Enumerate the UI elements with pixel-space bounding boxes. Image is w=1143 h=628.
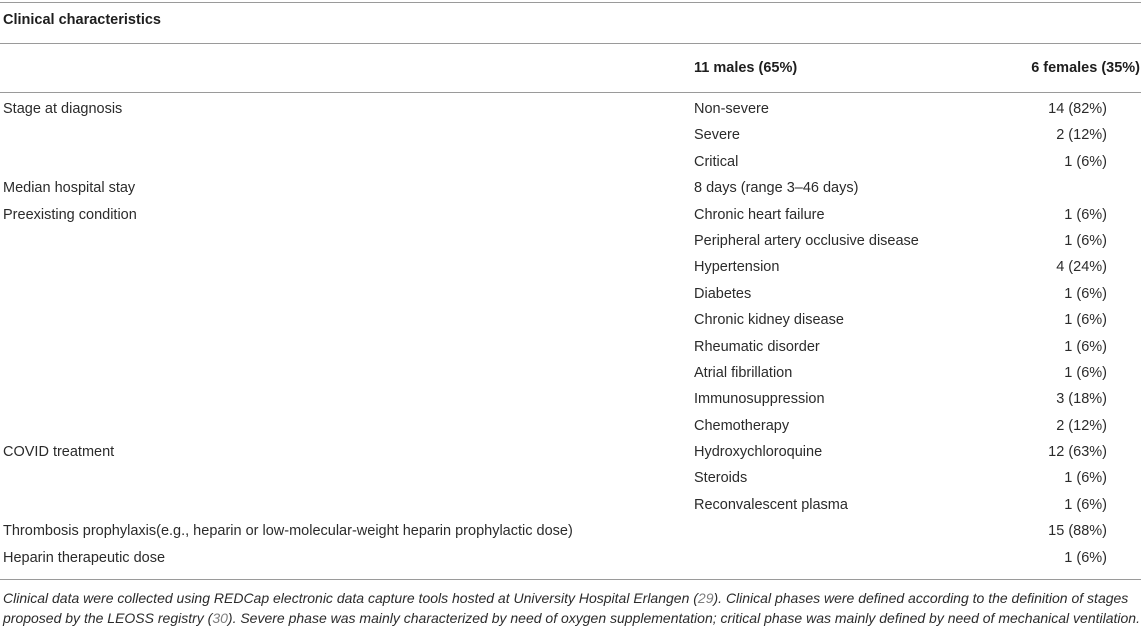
row-count: 1 (6%): [1064, 549, 1107, 566]
table-row: [0, 149, 1143, 175]
title-rule: [0, 43, 1141, 44]
row-count: 2 (12%): [1056, 417, 1107, 434]
footnote-reference-30[interactable]: 30: [212, 610, 228, 626]
table-row: [0, 492, 1143, 518]
row-category: Chronic kidney disease: [694, 312, 844, 329]
row-count: 3 (18%): [1056, 391, 1107, 408]
table-row: [0, 96, 1143, 122]
row-label: Preexisting condition: [3, 206, 137, 223]
column-header-males: 11 males (65%): [694, 60, 798, 76]
row-category: Diabetes: [694, 285, 752, 302]
row-count: 1 (6%): [1064, 470, 1107, 487]
row-category: Severe: [694, 127, 740, 144]
row-category: 8 days (range 3–46 days): [694, 180, 859, 197]
table-row: [0, 175, 1143, 201]
table-row: [0, 413, 1143, 439]
row-count: 4 (24%): [1056, 259, 1107, 276]
table-row: [0, 307, 1143, 333]
table-row: [0, 122, 1143, 148]
row-count: 1 (6%): [1064, 232, 1107, 249]
table-footnote: [3, 588, 1141, 628]
row-category: Chemotherapy: [694, 417, 790, 434]
row-count: 1 (6%): [1064, 364, 1107, 381]
footnote-text-3: ). Severe phase was mainly characterized by need of oxygen supplementation; critical phase was mainly defined by need of mechanical ventilation.: [227, 610, 1140, 626]
row-category: Non-severe: [694, 101, 769, 117]
column-header-females: 6 females (35%): [1031, 60, 1140, 76]
table-row: [0, 439, 1143, 465]
table-bottom-rule: [0, 579, 1141, 580]
row-category: Peripheral artery occlusive disease: [694, 232, 919, 249]
row-category: Immunosuppression: [694, 391, 825, 408]
row-label: Thrombosis prophylaxis(e.g., heparin or low-molecular-weight heparin prophylactic dose): [3, 523, 573, 540]
row-count: 15 (88%): [1048, 523, 1107, 540]
row-count: 1 (6%): [1064, 206, 1107, 223]
table-body: [0, 96, 1143, 571]
table-row: [0, 202, 1143, 228]
row-category: Reconvalescent plasma: [694, 496, 848, 513]
row-count: 1 (6%): [1064, 312, 1107, 329]
row-count: 1 (6%): [1064, 338, 1107, 355]
header-rule: [0, 92, 1141, 93]
row-label: Stage at diagnosis: [3, 101, 123, 117]
row-category: Chronic heart failure: [694, 206, 825, 223]
row-count: 14 (82%): [1048, 101, 1107, 117]
footnote-text-1: Clinical data were collected using REDCap electronic data capture tools hosted at University Hospital Erlangen (: [3, 590, 698, 606]
row-count: 12 (63%): [1048, 444, 1107, 461]
table-row: [0, 465, 1143, 491]
table-title: Clinical characteristics: [3, 12, 161, 28]
table-row: [0, 386, 1143, 412]
row-label: Median hospital stay: [3, 180, 136, 197]
footnote-reference-29[interactable]: 29: [697, 590, 714, 606]
row-category: Hypertension: [694, 259, 780, 276]
table-row: [0, 334, 1143, 360]
row-category: Critical: [694, 153, 739, 170]
row-category: Atrial fibrillation: [694, 364, 793, 381]
row-category: Hydroxychloroquine: [694, 444, 823, 461]
table-row: [0, 518, 1143, 544]
table-row: [0, 254, 1143, 280]
table-row: [0, 545, 1143, 571]
row-count: 1 (6%): [1064, 285, 1107, 302]
row-count: 1 (6%): [1064, 153, 1107, 170]
table-top-rule: [0, 2, 1141, 3]
row-label: Heparin therapeutic dose: [3, 549, 166, 566]
row-category: Rheumatic disorder: [694, 338, 820, 355]
table-row: [0, 281, 1143, 307]
table-row: [0, 228, 1143, 254]
row-count: 1 (6%): [1064, 496, 1107, 513]
footnote-text-2: ). Clinical phases were defined according to the definition of stages proposed by the LEOSS registry (: [3, 590, 1129, 626]
row-count: 2 (12%): [1056, 127, 1107, 144]
row-label: COVID treatment: [3, 444, 115, 461]
table-row: [0, 360, 1143, 386]
row-category: Steroids: [694, 470, 748, 487]
